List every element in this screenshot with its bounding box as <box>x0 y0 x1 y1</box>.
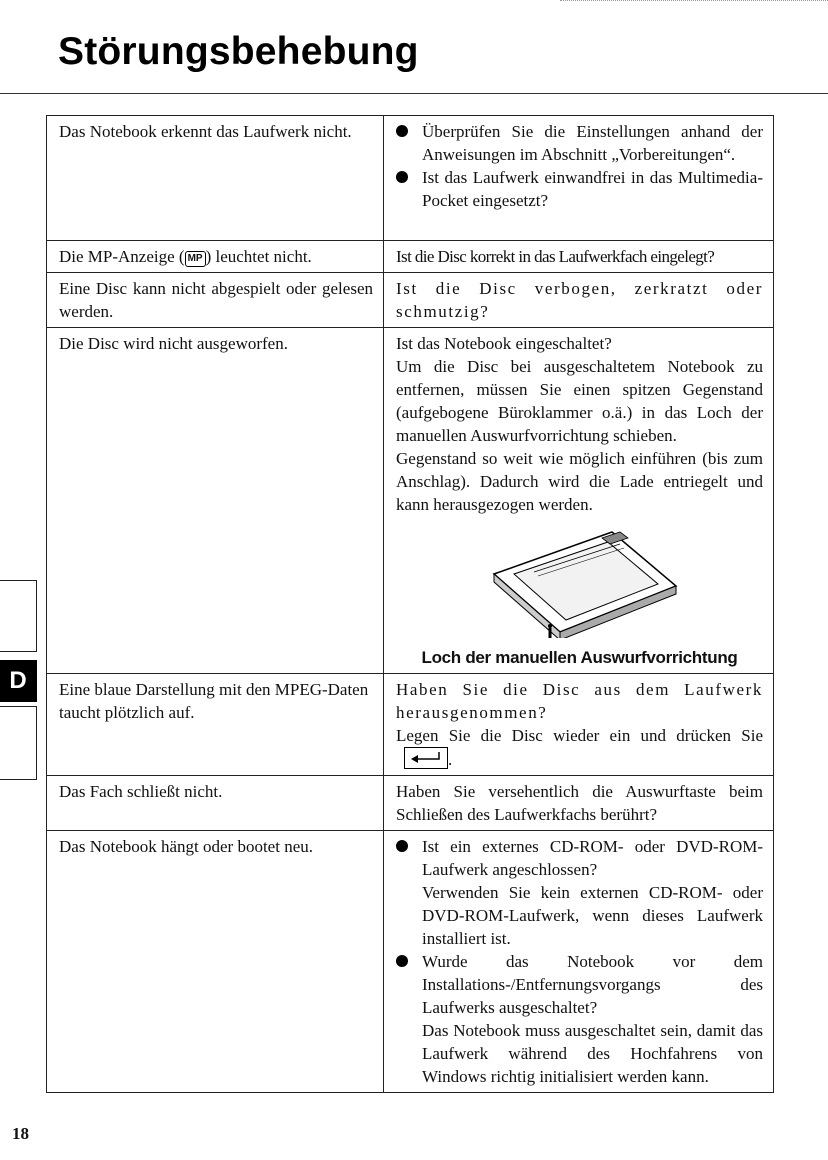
table-row <box>47 831 774 1093</box>
solution-line: Haben Sie die Disc aus dem Laufwerk herausgenommen? <box>396 680 763 722</box>
bullet-item <box>396 835 763 950</box>
solution-cell: Ist die Disc verbogen, zerkratzt oder schmutzig? <box>384 273 774 328</box>
title-rule <box>0 93 828 94</box>
bullet-text: Wurde das Notebook vor dem Installations-/Entfernungsvorgangs des Laufwerks ausgeschaltet? <box>422 952 763 1017</box>
mp-indicator-icon: MP <box>185 251 206 267</box>
top-dotted-rule <box>560 0 828 1</box>
bullet-text: Ist das Laufwerk einwandfrei in das Multimedia-Pocket eingesetzt? <box>422 168 763 210</box>
bullet-icon <box>396 840 408 852</box>
problem-text-before: Die MP-Anzeige ( <box>59 247 185 266</box>
bullet-detail: Das Notebook muss ausgeschaltet sein, damit das Laufwerk während des Hochfahrens von Windows richtig initialisiert werden kann. <box>422 1021 763 1086</box>
bullet-icon <box>396 955 408 967</box>
bullet-icon <box>396 125 408 137</box>
problem-cell: Die Disc wird nicht ausgeworfen. <box>47 328 384 674</box>
bullet-icon <box>396 171 408 183</box>
bullet-text: Ist ein externes CD-ROM- oder DVD-ROM-Laufwerk angeschlossen? <box>422 837 763 879</box>
problem-cell: Eine Disc kann nicht abgespielt oder gelesen werden. <box>47 273 384 328</box>
solution-line-end: . <box>448 750 453 769</box>
problem-cell <box>47 241 384 273</box>
page-number: 18 <box>12 1124 29 1143</box>
problem-cell: Eine blaue Darstellung mit den MPEG-Daten taucht plötzlich auf. <box>47 674 384 776</box>
solution-cell: Ist die Disc korrekt in das Laufwerkfach eingelegt? <box>384 241 774 273</box>
solution-line: Ist das Notebook eingeschaltet? <box>396 334 612 353</box>
table-row <box>47 241 774 273</box>
solution-cell <box>384 116 774 241</box>
bullet-item <box>396 166 763 212</box>
bullet-text: Überprüfen Sie die Einstellungen anhand der Anweisungen im Abschnitt „Vorbereitungen“. <box>422 122 763 164</box>
enter-key-icon <box>404 747 448 769</box>
table-row <box>47 116 774 241</box>
chapter-tab-lower <box>0 706 37 780</box>
table-row <box>47 328 774 674</box>
solution-cell: Haben Sie versehentlich die Auswurftaste beim Schließen des Laufwerkfachs berührt? <box>384 776 774 831</box>
problem-cell: Das Notebook hängt oder bootet neu. <box>47 831 384 1093</box>
solution-cell <box>384 674 774 776</box>
bullet-item <box>396 950 763 1088</box>
table-row <box>47 674 774 776</box>
problem-text-after: ) leuchtet nicht. <box>205 247 312 266</box>
bullet-item <box>396 120 763 166</box>
bullet-detail: Verwenden Sie kein externen CD-ROM- oder DVD-ROM-Laufwerk, wenn dieses Laufwerk installiert ist. <box>422 883 763 948</box>
solution-cell <box>384 328 774 674</box>
page-title: Störungsbehebung <box>58 30 419 73</box>
troubleshooting-table <box>46 115 774 1093</box>
table-row <box>47 776 774 831</box>
solution-cell <box>384 831 774 1093</box>
problem-cell: Das Fach schließt nicht. <box>47 776 384 831</box>
chapter-tab-upper <box>0 580 37 652</box>
table-row <box>47 273 774 328</box>
chapter-tab-active: D <box>0 660 37 702</box>
solution-line: Gegenstand so weit wie möglich einführen (bis zum Anschlag). Dadurch wird die Lade entriegelt und kann herausgezogen werden. <box>396 449 763 514</box>
drive-figure <box>396 530 763 669</box>
problem-cell: Das Notebook erkennt das Laufwerk nicht. <box>47 116 384 241</box>
solution-line: Um die Disc bei ausgeschaltetem Notebook zu entfernen, müssen Sie einen spitzen Gegenstand (aufgebogene Büroklammer o.ä.) in das Loch der manuellen Auswurfvorrichtung schieben. <box>396 357 763 445</box>
solution-line-text: Legen Sie die Disc wieder ein und drücken Sie <box>396 726 763 745</box>
figure-caption: Loch der manuellen Auswurfvorrichtung <box>421 648 738 667</box>
optical-drive-illustration <box>480 530 680 638</box>
solution-line <box>396 724 763 771</box>
